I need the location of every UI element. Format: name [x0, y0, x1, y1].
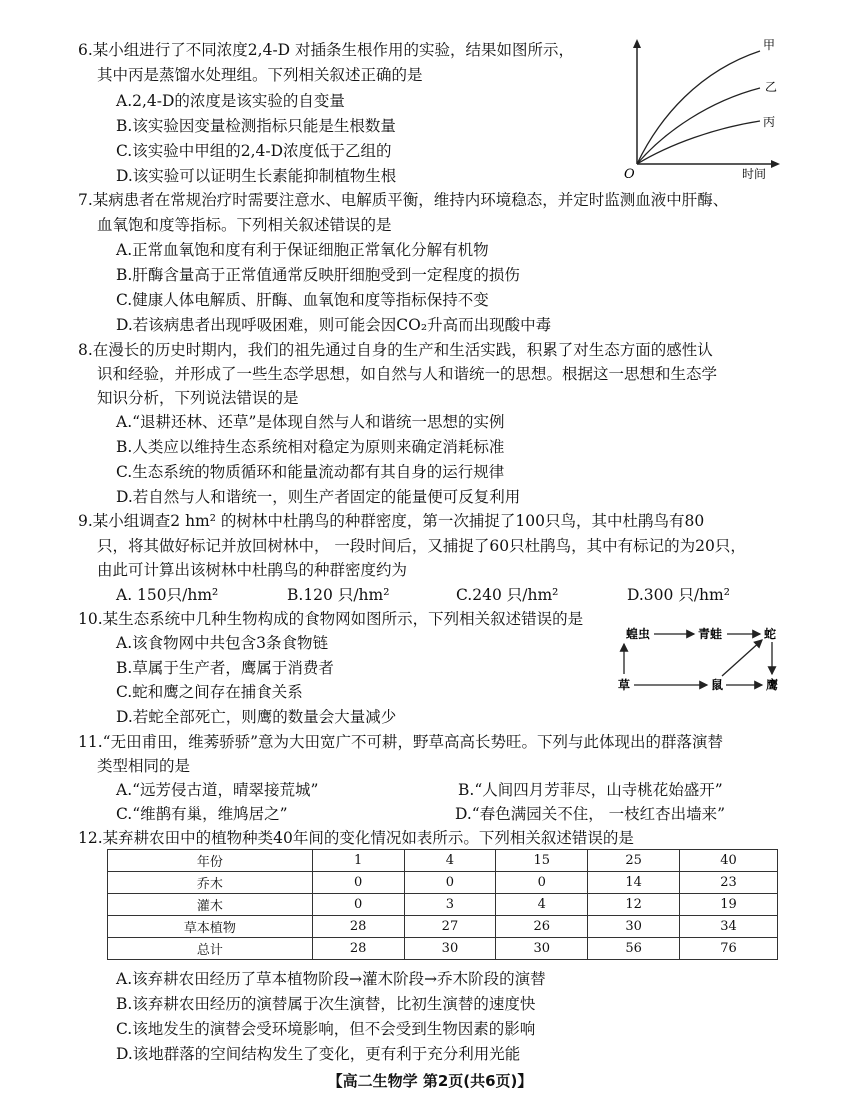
- q7-option-b: B.肝酶含量高于正常值通常反映肝细胞受到一定程度的损伤: [116, 266, 520, 284]
- x-axis-label: 时间: [742, 167, 767, 181]
- q11-stem-line1: 11.“无田甫田，维莠骄骄”意为大田宽广不可耕，野草高高长势旺。下列与此体现出的群落演替: [78, 733, 724, 751]
- table-cell: 4: [404, 850, 496, 872]
- curve-label-jia: 甲: [763, 38, 776, 52]
- origin-label: O: [624, 167, 635, 181]
- q6-stem-line1: 6.某小组进行了不同浓度2,4-D 对插条生根作用的实验，结果如图所示，: [78, 41, 575, 59]
- table-cell: 28: [312, 938, 404, 960]
- table-cell: 40: [680, 850, 778, 872]
- table-cell: 23: [680, 872, 778, 894]
- table-cell: 14: [588, 872, 680, 894]
- table-cell: 56: [588, 938, 680, 960]
- q7-option-d: D.若该病患者出现呼吸困难，则可能会因CO₂升高而出现酸中毒: [116, 316, 552, 334]
- table-cell: 1: [312, 850, 404, 872]
- curve-label-yi: 乙: [765, 80, 778, 94]
- q7-option-a: A.正常血氧饱和度有利于保证细胞正常氧化分解有机物: [116, 241, 489, 259]
- q7-stem-line2: 血氧饱和度等指标。下列相关叙述错误的是: [97, 216, 392, 234]
- table-cell: 灌木: [108, 894, 313, 916]
- q9-option-a: A. 150只/hm²: [116, 586, 219, 604]
- q8-option-a: A.“退耕还林、还草”是体现自然与人和谐统一思想的实例: [116, 413, 505, 431]
- q7-option-c: C.健康人体电解质、肝酶、血氧饱和度等指标保持不变: [116, 291, 489, 309]
- page-footer: 【高二生物学 第2页(共6页)】: [327, 1072, 533, 1090]
- table-row: [108, 916, 778, 938]
- node-locust: 蝗虫: [626, 627, 651, 641]
- table-cell: 30: [404, 938, 496, 960]
- q11-option-c: C.“维鹊有巢，维鸠居之”: [116, 805, 288, 823]
- table-cell: 3: [404, 894, 496, 916]
- q8-option-b: B.人类应以维持生态系统相对稳定为原则来确定消耗标准: [116, 438, 505, 456]
- table-cell: 30: [588, 916, 680, 938]
- table-cell: 26: [496, 916, 588, 938]
- plant-species-table: [107, 849, 778, 960]
- q6-growth-graph: [620, 36, 785, 181]
- q9-stem-line3: 由此可计算出该树林中杜鹃鸟的种群密度约为: [97, 561, 408, 579]
- q8-stem-line2: 识和经验，并形成了一些生态学思想，如自然与人和谐统一的思想。根据这一思想和生态学: [97, 365, 718, 383]
- q12-stem: 12.某弃耕农田中的植物种类40年间的变化情况如表所示。下列相关叙述错误的是: [78, 829, 634, 847]
- q9-option-d: D.300 只/hm²: [627, 586, 730, 604]
- q10-option-c: C.蛇和鹰之间存在捕食关系: [116, 683, 303, 701]
- q6-option-b: B.该实验因变量检测指标只能是生根数量: [116, 117, 396, 135]
- table-row: [108, 850, 778, 872]
- q12-option-c: C.该地发生的演替会受环境影响，但不会受到生物因素的影响: [116, 1020, 536, 1038]
- table-cell: 30: [496, 938, 588, 960]
- table-cell: 0: [312, 872, 404, 894]
- q10-option-d: D.若蛇全部死亡，则鹰的数量会大量减少: [116, 708, 397, 726]
- q6-stem-line2: 其中丙是蒸馏水处理组。下列相关叙述正确的是: [97, 66, 423, 84]
- q8-option-c: C.生态系统的物质循环和能量流动都有其自身的运行规律: [116, 463, 505, 481]
- table-cell: 28: [312, 916, 404, 938]
- table-cell: 4: [496, 894, 588, 916]
- table-cell: 12: [588, 894, 680, 916]
- q6-option-a: A.2,4-D的浓度是该实验的自变量: [116, 92, 345, 110]
- q10-food-web: [612, 624, 788, 696]
- table-cell: 76: [680, 938, 778, 960]
- table-cell: 27: [404, 916, 496, 938]
- q12-option-d: D.该地群落的空间结构发生了变化，更有利于充分利用光能: [116, 1045, 521, 1063]
- q8-option-d: D.若自然与人和谐统一，则生产者固定的能量便可反复利用: [116, 488, 521, 506]
- q11-option-b: B.“人间四月芳菲尽，山寺桃花始盛开”: [458, 781, 723, 799]
- q11-option-d: D.“春色满园关不住， 一枝红杏出墙来”: [455, 805, 726, 823]
- q9-stem-line1: 9.某小组调查2 hm² 的树林中杜鹃鸟的种群密度，第一次捕捉了100只鸟，其中杜鹃鸟有80: [78, 512, 705, 530]
- table-cell: 0: [312, 894, 404, 916]
- table-cell: 年份: [108, 850, 313, 872]
- q10-option-b: B.草属于生产者，鹰属于消费者: [116, 659, 334, 677]
- node-hawk: 鹰: [766, 678, 779, 692]
- q10-stem: 10.某生态系统中几种生物构成的食物网如图所示，下列相关叙述错误的是: [78, 610, 584, 628]
- table-row: [108, 872, 778, 894]
- q11-option-a: A.“远芳侵古道，晴翠接荒城”: [116, 781, 319, 799]
- node-mouse: 鼠: [711, 678, 724, 692]
- q12-option-a: A.该弃耕农田经历了草本植物阶段→灌木阶段→乔木阶段的演替: [116, 970, 546, 988]
- q12-option-b: B.该弃耕农田经历的演替属于次生演替，比初生演替的速度快: [116, 995, 536, 1013]
- table-cell: 乔木: [108, 872, 313, 894]
- q6-option-c: C.该实验中甲组的2,4-D浓度低于乙组的: [116, 142, 392, 160]
- node-frog: 青蛙: [698, 627, 723, 641]
- table-cell: 0: [404, 872, 496, 894]
- node-snake: 蛇: [764, 627, 777, 641]
- q9-stem-line2: 只，将其做好标记并放回树林中， 一段时间后，又捕捉了60只杜鹃鸟，其中有标记的为20只，: [97, 537, 746, 555]
- q7-stem-line1: 7.某病患者在常规治疗时需要注意水、电解质平衡，维持内环境稳态，并定时监测血液中肝酶、: [78, 191, 729, 209]
- table-cell: 34: [680, 916, 778, 938]
- q9-option-c: C.240 只/hm²: [456, 586, 559, 604]
- table-cell: 0: [496, 872, 588, 894]
- q11-stem-line2: 类型相同的是: [97, 757, 191, 775]
- q9-option-b: B.120 只/hm²: [287, 586, 390, 604]
- table-row: [108, 894, 778, 916]
- table-cell: 15: [496, 850, 588, 872]
- q8-stem-line3: 知识分析，下列说法错误的是: [97, 389, 299, 407]
- node-grass: 草: [618, 678, 631, 692]
- q10-option-a: A.该食物网中共包含3条食物链: [116, 634, 328, 652]
- table-cell: 25: [588, 850, 680, 872]
- table-row: [108, 938, 778, 960]
- q6-option-d: D.该实验可以证明生长素能抑制植物生根: [116, 167, 397, 185]
- curve-label-bing: 丙: [763, 115, 776, 129]
- table-cell: 草本植物: [108, 916, 313, 938]
- q8-stem-line1: 8.在漫长的历史时期内，我们的祖先通过自身的生产和生活实践，积累了对生态方面的感性认: [78, 341, 713, 359]
- table-cell: 总计: [108, 938, 313, 960]
- table-cell: 19: [680, 894, 778, 916]
